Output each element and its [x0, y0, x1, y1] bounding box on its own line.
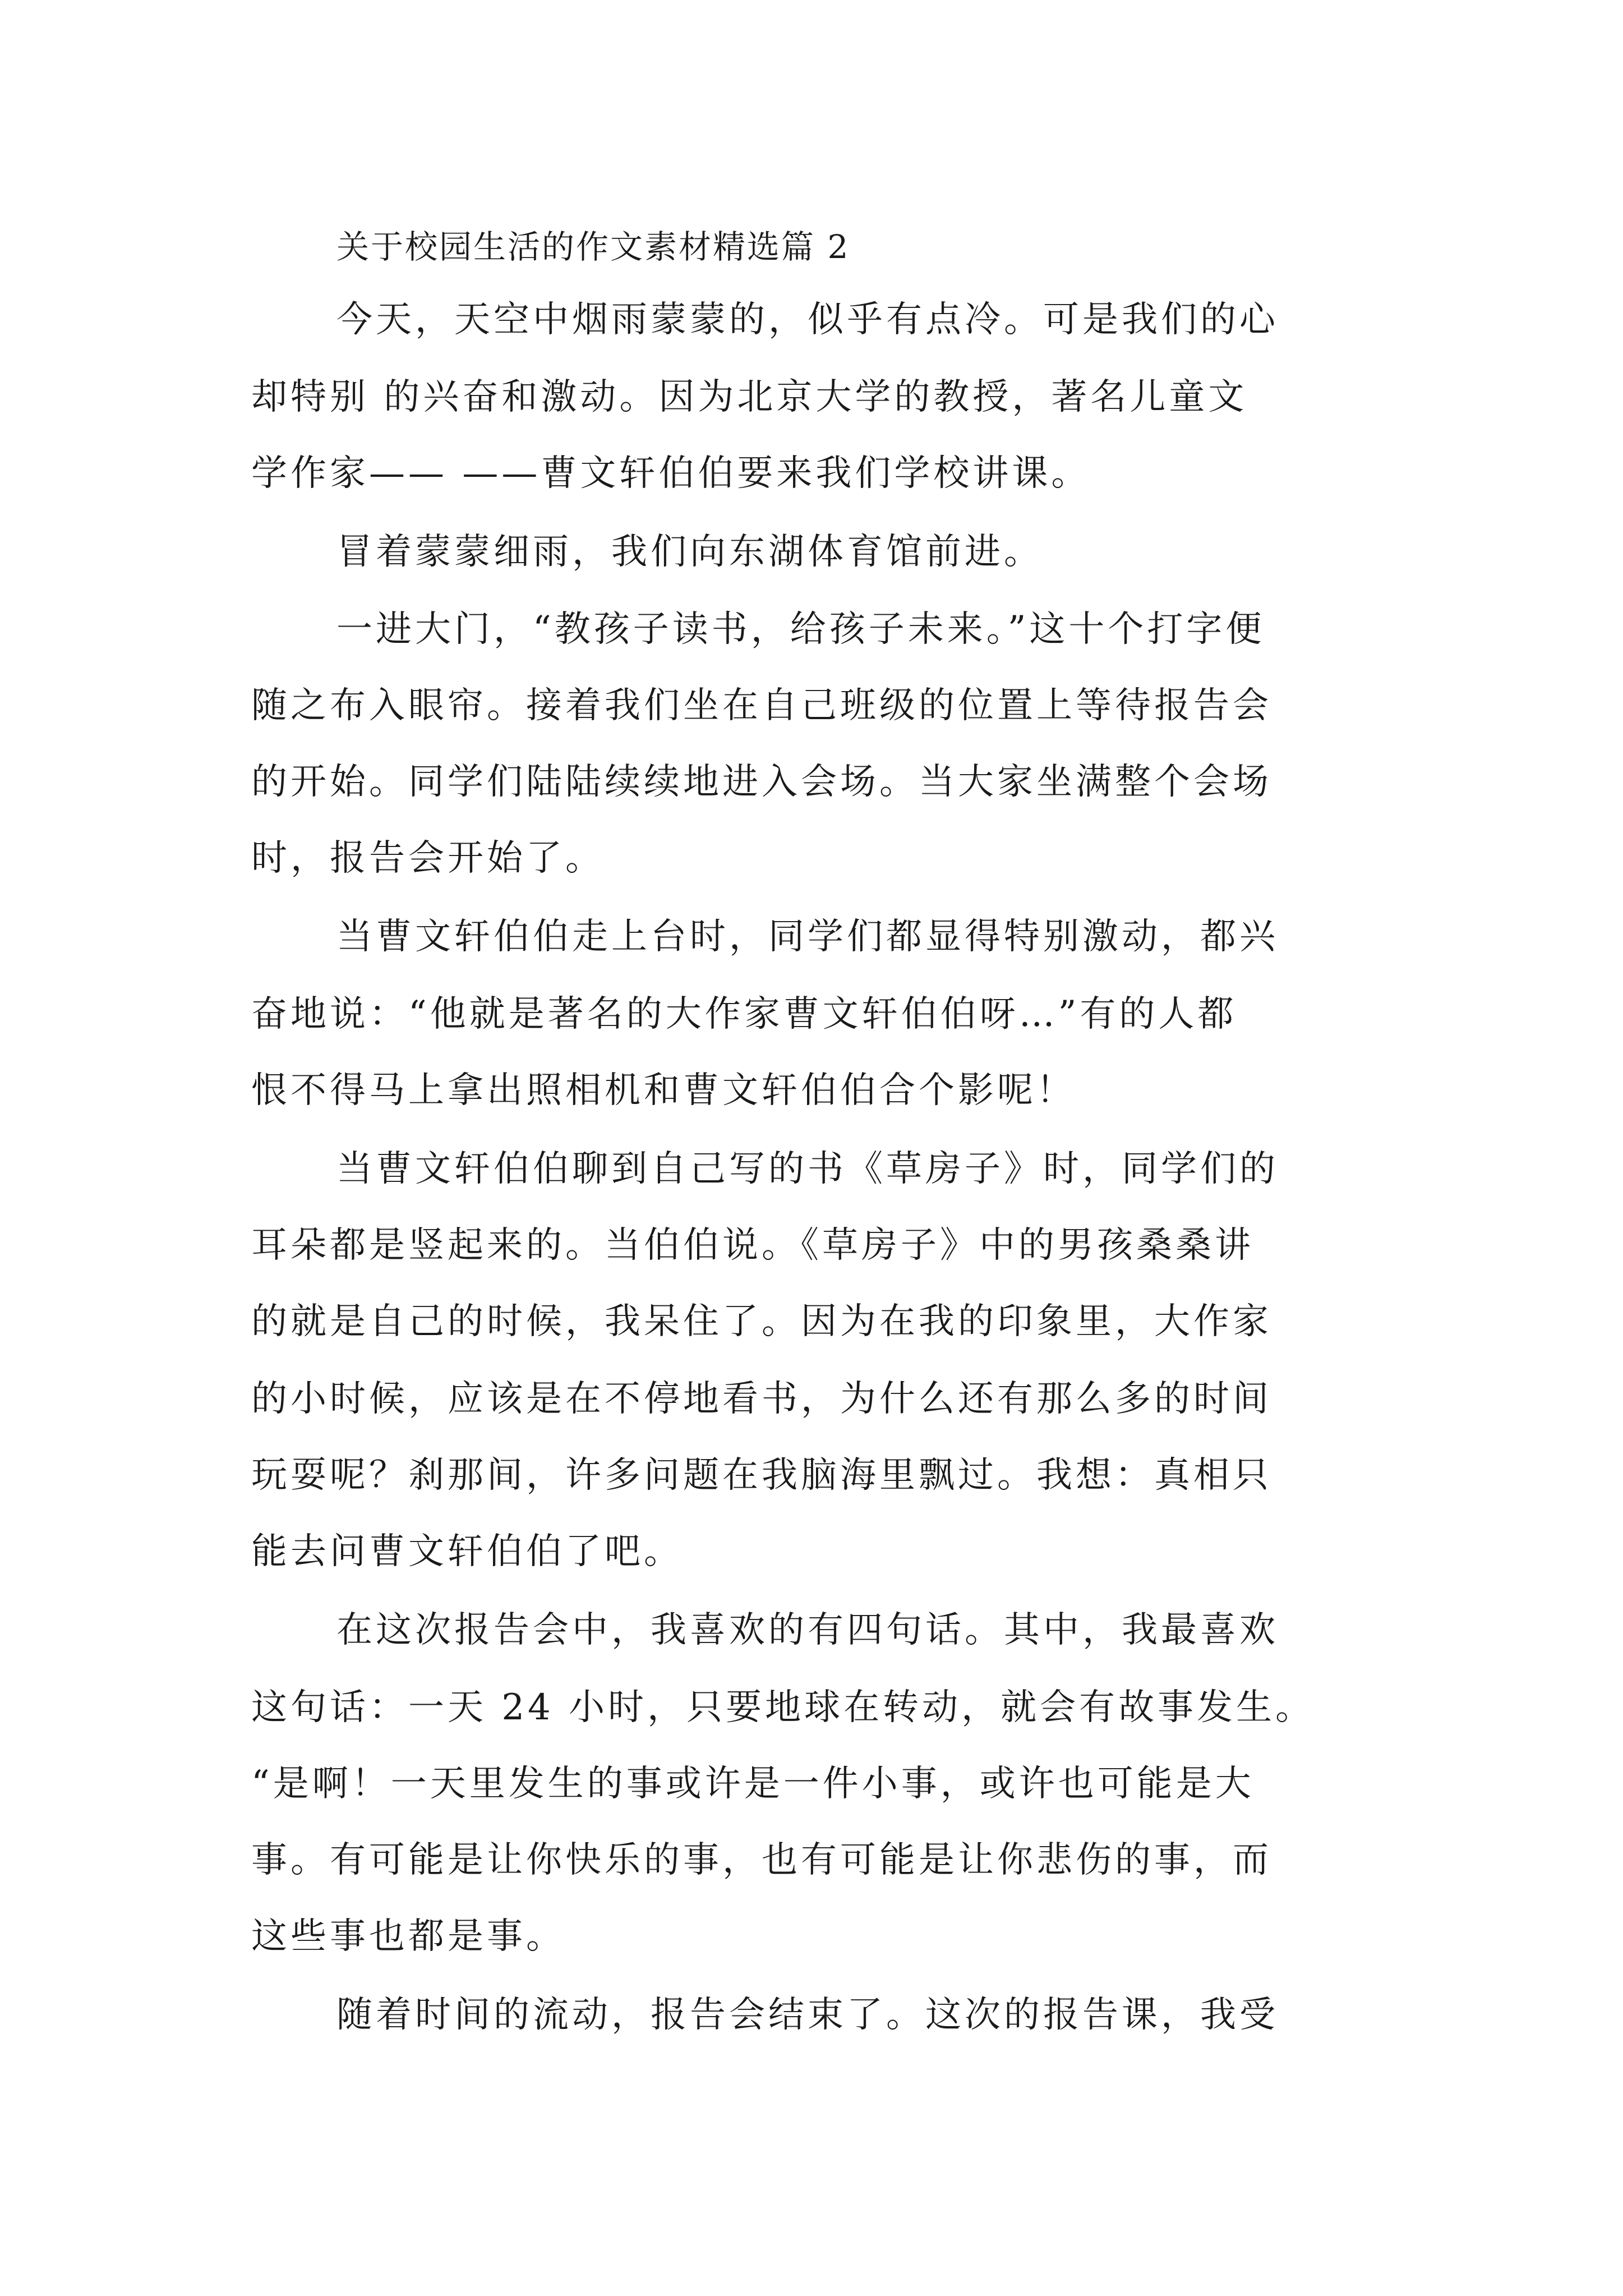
text-line: 冒着蒙蒙细雨，我们向东湖体育馆前进。: [336, 531, 1043, 573]
text-line: 能去问曹文轩伯伯了吧。: [251, 1531, 683, 1572]
text-line: 这句话：一天 24 小时，只要地球在转动，就会有故事发生。: [251, 1687, 1315, 1728]
text-line: 一进大门，“教孩子读书，给孩子未来。”这十个打字便: [336, 609, 1265, 650]
text-line: 恨不得马上拿出照相机和曹文轩伯伯合个影呢！: [251, 1070, 1076, 1111]
document-title: 关于校园生活的作文素材精选篇 2: [336, 228, 850, 266]
text-line: 却特别 的兴奋和激动。因为北京大学的教授，著名儿童文: [251, 376, 1248, 418]
text-line: 在这次报告会中，我喜欢的有四句话。其中，我最喜欢: [336, 1609, 1279, 1651]
text-line: 随之布入眼帘。接着我们坐在自己班级的位置上等待报告会: [251, 685, 1272, 726]
text-line: 的开始。同学们陆陆续续地进入会场。当大家坐满整个会场: [251, 761, 1272, 803]
text-line: 的小时候，应该是在不停地看书，为什么还有那么多的时间: [251, 1378, 1272, 1420]
text-line: 这些事也都是事。: [251, 1916, 565, 1957]
text-line: 今天，天空中烟雨蒙蒙的，似乎有点冷。可是我们的心: [336, 299, 1279, 341]
text-line: 耳朵都是竖起来的。当伯伯说。《草房子》中的男孩桑桑讲: [251, 1225, 1254, 1266]
text-line: 的就是自己的时候，我呆住了。因为在我的印象里，大作家: [251, 1301, 1272, 1342]
text-line: 时，报告会开始了。: [251, 838, 605, 879]
text-line: 事。有可能是让你快乐的事，也有可能是让你悲伤的事，而: [251, 1839, 1272, 1881]
text-line: 当曹文轩伯伯走上台时，同学们都显得特别激动，都兴: [336, 916, 1279, 958]
text-line: 玩耍呢？刹那间，许多问题在我脑海里飘过。我想：真相只: [251, 1455, 1272, 1496]
text-line: “是啊！一天里发生的事或许是一件小事，或许也可能是大: [251, 1763, 1255, 1805]
text-line: 当曹文轩伯伯聊到自己写的书《草房子》时，同学们的: [336, 1148, 1279, 1190]
text-line: 奋地说：“他就是著名的大作家曹文轩伯伯呀…”有的人都: [251, 993, 1237, 1035]
text-line: 随着时间的流动，报告会结束了。这次的报告课，我受: [336, 1994, 1279, 2036]
text-line: 学作家—— ——曹文轩伯伯要来我们学校讲课。: [251, 453, 1091, 494]
